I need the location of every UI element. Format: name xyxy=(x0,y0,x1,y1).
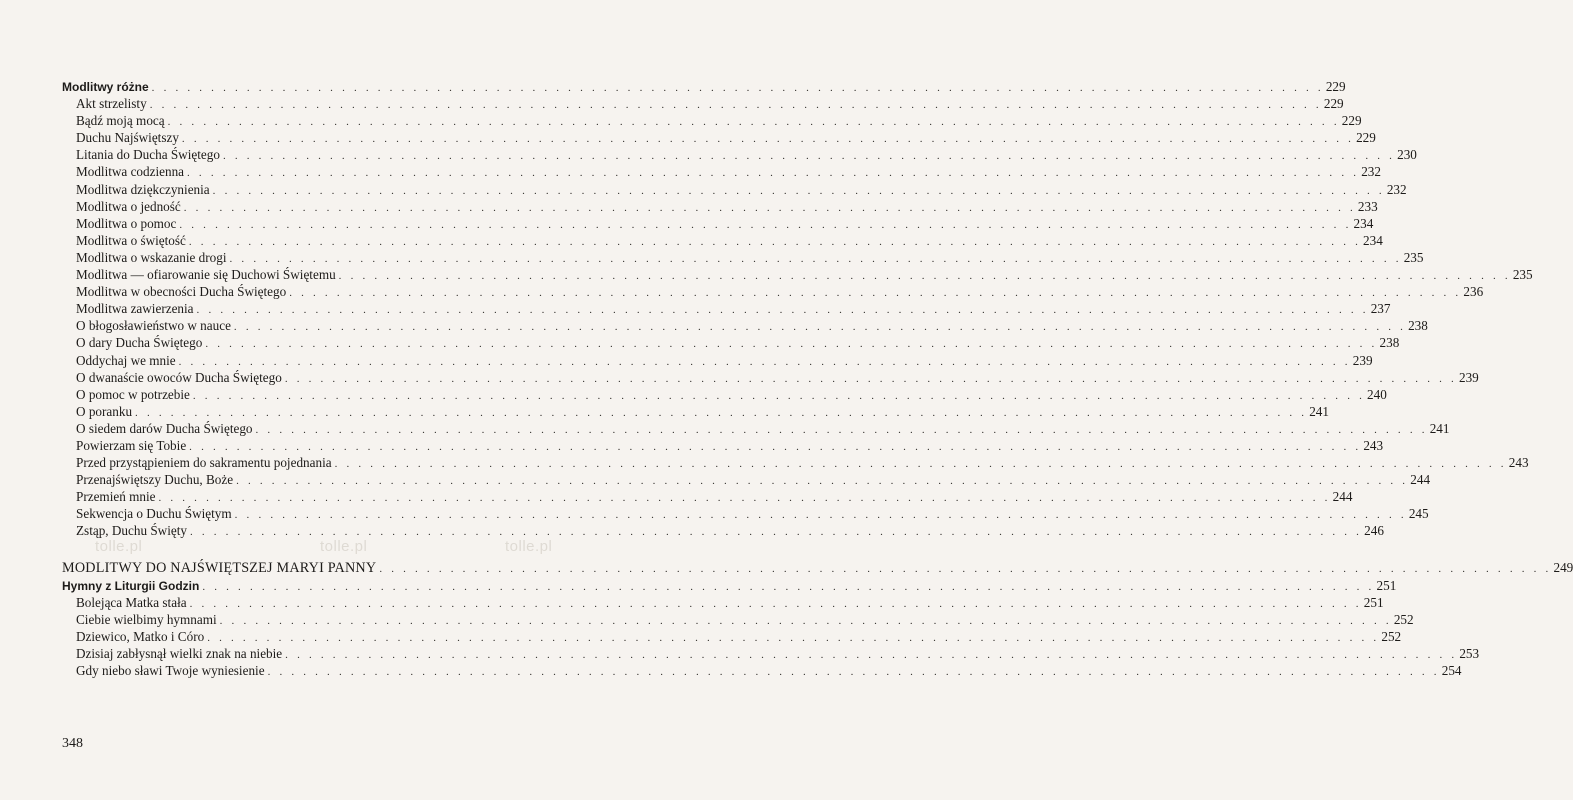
toc-entry-page: 252 xyxy=(1393,611,1414,627)
dot-leader xyxy=(235,507,1407,524)
dot-leader xyxy=(150,97,1322,114)
toc-entry-page: 229 xyxy=(1341,113,1362,129)
dot-leader xyxy=(193,388,1365,405)
toc-entry-title: Przenajświętszy Duchu, Boże xyxy=(76,472,234,488)
toc-entry xyxy=(62,249,1424,266)
toc-entry-title: O błogosławieństwo w nauce xyxy=(76,318,231,334)
toc-chapter-heading: MODLITWY DO NAJŚWIĘTSZEJ MARYI PANNY . . . 249 xyxy=(62,559,500,577)
dot-leader xyxy=(187,165,1359,182)
dot-leader xyxy=(335,456,1507,473)
toc-entry-title: Modlitwa w obecności Ducha Świętego xyxy=(76,284,287,300)
toc-entry-title: O dary Ducha Świętego xyxy=(76,335,203,351)
toc-entry-page: 251 xyxy=(1363,594,1384,610)
dot-leader xyxy=(223,148,1395,165)
dot-leader xyxy=(179,354,1351,371)
toc-entry xyxy=(62,522,1384,539)
toc-entry xyxy=(62,403,1329,420)
toc-entry-title: Zstąp, Duchu Święty xyxy=(76,523,187,539)
dot-leader xyxy=(339,268,1511,285)
watermark: tolle.pl xyxy=(320,538,368,555)
toc-entry xyxy=(62,112,1362,129)
toc-entry-page: 241 xyxy=(1429,420,1450,436)
toc-entry-title: Sekwencja o Duchu Świętym xyxy=(76,506,232,522)
dot-leader xyxy=(207,630,1379,647)
toc-entry-page: 254 xyxy=(1441,663,1462,678)
toc-entry-title: Przed przystąpieniem do sakramentu pojednania xyxy=(76,455,332,471)
dot-leader xyxy=(289,285,1461,302)
toc-entry-page: 238 xyxy=(1408,318,1428,334)
dot-leader xyxy=(285,647,1457,664)
toc-entry xyxy=(62,611,1414,628)
toc-entry-title: Modlitwa o wskazanie drogi xyxy=(76,249,227,265)
toc-entry-title: O dwanaście owoców Ducha Świętego xyxy=(76,369,282,385)
toc-entry-page: 243 xyxy=(1508,455,1529,471)
toc-entry xyxy=(62,437,1384,454)
toc-entry xyxy=(62,352,1373,369)
toc-entry xyxy=(62,146,1417,163)
toc-entry-page: 232 xyxy=(1386,181,1407,197)
dot-leader xyxy=(236,473,1408,490)
toc-entry xyxy=(62,283,1484,300)
toc-entry xyxy=(62,420,1450,437)
dot-leader xyxy=(190,596,1362,613)
toc-entry-title: Dziewico, Matko i Córo xyxy=(76,628,205,644)
dot-leader xyxy=(197,302,1369,319)
toc-entry-page: 236 xyxy=(1463,284,1484,300)
toc-entry-title: Modlitwa o jedność xyxy=(76,198,181,214)
toc-entry-title: Bolejąca Matka stała xyxy=(76,594,187,610)
toc-entry-title: O poranku xyxy=(76,403,133,419)
toc-entry-page: 230 xyxy=(1397,147,1417,163)
toc-entry xyxy=(62,454,1529,471)
toc-entry-title: Modlitwa zawierzenia xyxy=(76,301,194,317)
toc-entry-title: Akt strzelisty xyxy=(76,96,147,112)
watermark: tolle.pl xyxy=(505,538,553,555)
toc-entry-title: Duchu Najświętszy xyxy=(76,130,179,146)
dot-leader xyxy=(158,490,1330,507)
toc-entry-page: 239 xyxy=(1458,369,1479,385)
toc-entry-title: Modlitwa dziękczynienia xyxy=(76,181,210,197)
toc-entry-title: Przemień mnie xyxy=(76,489,156,505)
toc-entry-title: Bądź moją mocą xyxy=(76,113,165,129)
toc-entry xyxy=(62,317,1428,334)
toc-entry xyxy=(62,334,1400,351)
toc-entry xyxy=(62,232,1383,249)
dot-leader xyxy=(268,664,1440,681)
toc-entry-page: 244 xyxy=(1332,489,1353,505)
toc-entry-page: 245 xyxy=(1408,506,1429,522)
toc-entry-title: Modlitwa — ofiarowanie się Duchowi Świętemu xyxy=(76,267,336,283)
toc-entry-page: 232 xyxy=(1361,164,1381,180)
toc-entry-page: 246 xyxy=(1364,523,1384,539)
dot-leader xyxy=(182,131,1354,148)
toc-entry xyxy=(62,181,1407,198)
toc-entry-title: Modlitwa codzienna xyxy=(76,164,185,180)
toc-entry xyxy=(62,198,1378,215)
page-number: 348 xyxy=(62,736,83,751)
toc-entry-title: Gdy niebo sławi Twoje wyniesienie xyxy=(76,663,265,678)
toc-entry-page: 253 xyxy=(1459,645,1480,661)
toc-entry-title: Litania do Ducha Świętego xyxy=(76,147,220,163)
toc-entry-page: 235 xyxy=(1403,249,1424,265)
toc-entry-page: 239 xyxy=(1352,352,1373,368)
toc-entry xyxy=(62,505,1429,522)
dot-leader xyxy=(256,422,1428,439)
toc-entry xyxy=(62,266,1533,283)
toc-entry xyxy=(62,369,1479,386)
toc-entry xyxy=(62,662,1462,679)
watermark: tolle.pl xyxy=(95,538,143,555)
dot-leader xyxy=(135,405,1307,422)
toc-entry-title: O siedem darów Ducha Świętego xyxy=(76,420,253,436)
toc-entry-page: 233 xyxy=(1357,198,1378,214)
dot-leader xyxy=(213,183,1385,200)
toc-entry-title: Dzisiaj zabłysnął wielki znak na niebie xyxy=(76,645,283,661)
dot-leader xyxy=(190,524,1362,541)
toc-entry-page: 243 xyxy=(1363,437,1384,453)
toc-entry-title: Modlitwa o świętość xyxy=(76,232,186,248)
toc-entry-page: 240 xyxy=(1367,386,1387,402)
dot-leader xyxy=(285,371,1457,388)
dot-leader xyxy=(205,336,1377,353)
toc-entry-page: 235 xyxy=(1512,267,1533,283)
dot-leader xyxy=(184,200,1356,217)
toc-entry xyxy=(62,163,1381,180)
toc-entry-title: Modlitwa o pomoc xyxy=(76,215,177,231)
toc-entry-title: Powierzam się Tobie xyxy=(76,437,187,453)
toc-entry-page: 229 xyxy=(1356,130,1376,146)
toc-section-heading: Modlitwy różne . . . 229 xyxy=(62,78,500,95)
toc-entry-page: 252 xyxy=(1381,628,1402,644)
toc-entry-page: 229 xyxy=(1323,96,1344,112)
toc-subsection-heading: Hymny z Liturgii Godzin . . . 251 xyxy=(62,577,500,594)
toc-entry-page: 244 xyxy=(1410,472,1431,488)
toc-entry-page: 234 xyxy=(1353,215,1374,231)
dot-leader xyxy=(168,114,1340,131)
toc-entry xyxy=(62,300,1391,317)
toc-entry xyxy=(62,129,1376,146)
toc-entry-page: 241 xyxy=(1309,403,1329,419)
dot-leader xyxy=(234,319,1406,336)
dot-leader xyxy=(189,234,1361,251)
dot-leader xyxy=(220,613,1392,630)
toc-entry-page: 234 xyxy=(1363,232,1383,248)
toc-entry xyxy=(62,645,1480,662)
toc-entry xyxy=(62,215,1374,232)
toc-entry xyxy=(62,488,1353,505)
dot-leader xyxy=(230,251,1402,268)
toc-entry xyxy=(62,386,1387,403)
toc-entry-title: Oddychaj we mnie xyxy=(76,352,176,368)
toc-entry-page: 237 xyxy=(1370,301,1391,317)
dot-leader xyxy=(179,217,1351,234)
toc-entry-page: 238 xyxy=(1379,335,1400,351)
dot-leader xyxy=(189,439,1361,456)
toc-entry-title: O pomoc w potrzebie xyxy=(76,386,190,402)
toc-entry-title: Ciebie wielbimy hymnami xyxy=(76,611,217,627)
toc-entry xyxy=(62,471,1431,488)
toc-entry xyxy=(62,95,1344,112)
toc-entry xyxy=(62,628,1402,645)
toc-entry xyxy=(62,594,1384,611)
